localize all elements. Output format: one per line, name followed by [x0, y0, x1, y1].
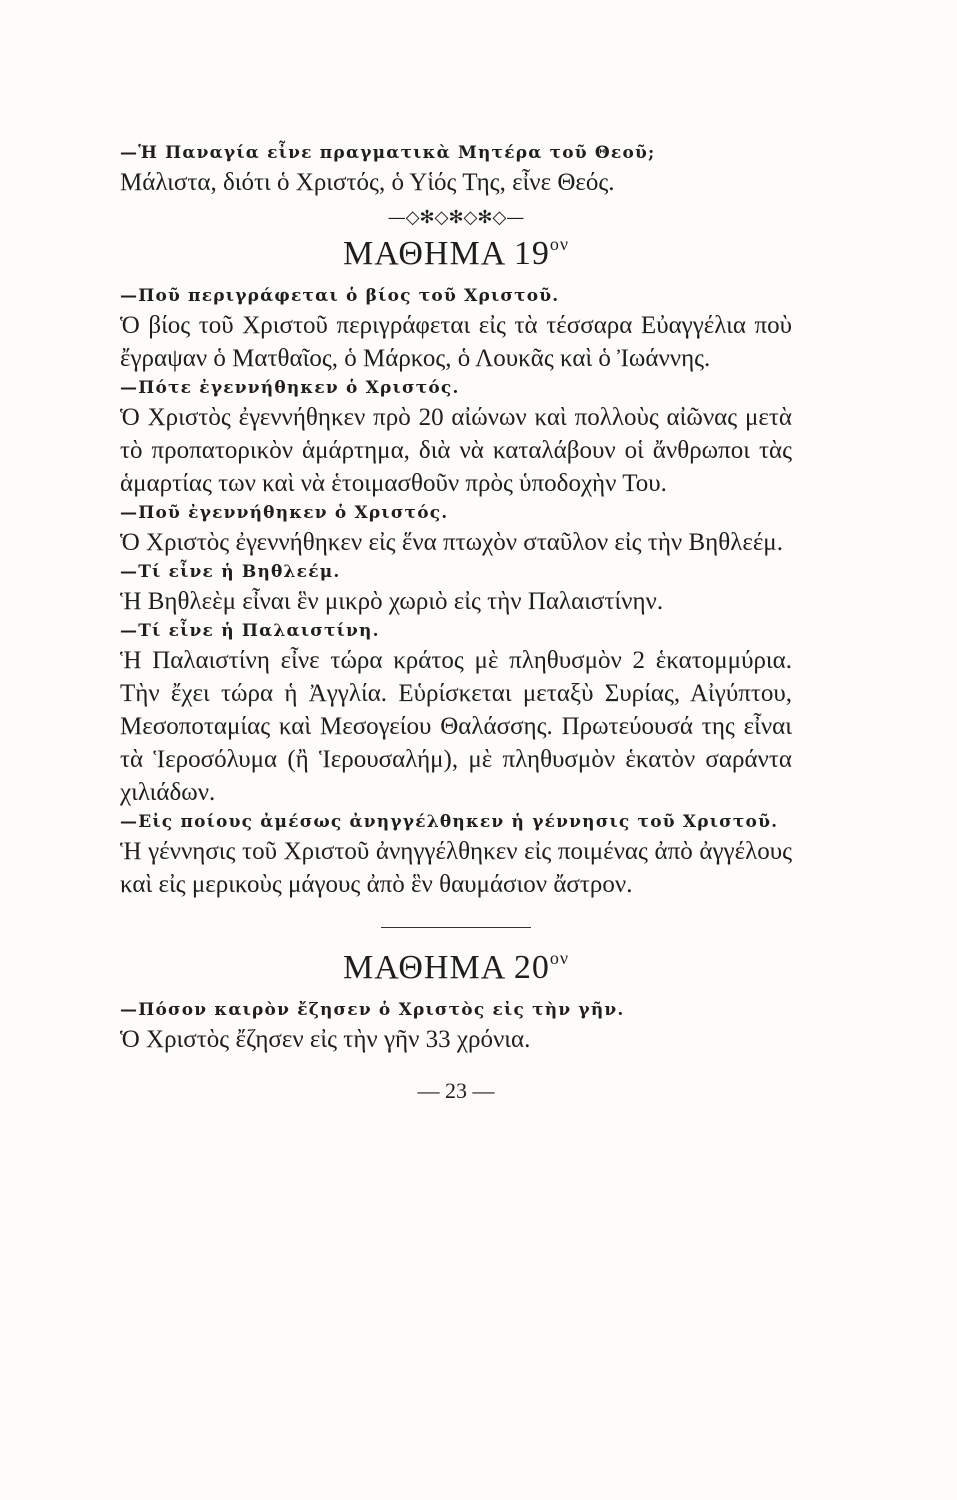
question: —Ποῦ ἐγεννήθηκεν ὁ Χριστός.: [120, 503, 449, 523]
answer: Ὁ Χριστὸς ἐγεννήθηκεν πρὸ 20 αἰώνων καὶ πολλοὺς αἰῶνας μετὰ τὸ προπατορικὸν ἁμάρτημα, διὰ νὰ καταλάβουν οἱ ἄνθρωποι τὰς ἁμαρτίας των καὶ νὰ ἑτοιμασθοῦν πρὸς ὑποδοχὴν Του.: [120, 404, 792, 497]
page-number: — 23 —: [417, 1078, 495, 1103]
lesson-title-text: ΜΑΘΗΜΑ 19: [342, 235, 550, 272]
lesson-title-text: ΜΑΘΗΜΑ 20: [342, 949, 550, 986]
question: —Πότε ἐγεννήθηκεν ὁ Χριστός.: [120, 378, 460, 398]
answer: Ὁ Χριστὸς ἔζησεν εἰς τὴν γῆν 33 χρόνια.: [120, 1026, 531, 1053]
question: —Ἡ Παναγία εἶνε πραγματικὰ Μητέρα τοῦ Θεοῦ;: [120, 143, 656, 163]
answer: Ἡ Βηθλεὲμ εἶναι ἓν μικρὸ χωριὸ εἰς τὴν Παλαιστίνην.: [120, 588, 664, 615]
answer: Ὁ βίος τοῦ Χριστοῦ περιγράφεται εἰς τὰ τέσσαρα Εὐαγγέλια ποὺ ἔγραψαν ὁ Ματθαῖος, ὁ Μάρκος, ὁ Λουκᾶς καὶ ὁ Ἰωάννης.: [120, 312, 792, 372]
question: —Τί εἶνε ἡ Παλαιστίνη.: [120, 621, 380, 641]
answer: Μάλιστα, διότι ὁ Χριστός, ὁ Υἱός Της, εἶνε Θεός.: [120, 169, 615, 196]
lesson-title: [120, 948, 792, 987]
lesson-title: [120, 234, 792, 273]
question: —Ποῦ περιγράφεται ὁ βίος τοῦ Χριστοῦ.: [120, 286, 560, 306]
ornament-divider: —◇✻◇✻◇✻◇—: [387, 207, 525, 228]
book-page: [120, 140, 792, 1104]
question: —Εἰς ποίους ἀμέσως ἀνηγγέλθηκεν ἡ γέννησις τοῦ Χριστοῦ.: [120, 812, 779, 832]
answer: Ὁ Χριστὸς ἐγεννήθηκεν εἰς ἕνα πτωχὸν σταῦλον εἰς τὴν Βηθλεέμ.: [120, 529, 783, 556]
lesson-ordinal-suffix: ον: [549, 234, 570, 254]
section-rule: [381, 927, 531, 928]
lesson-ordinal-suffix: ον: [549, 948, 570, 968]
question: —Τί εἶνε ἡ Βηθλεέμ.: [120, 562, 341, 582]
question: —Πόσον καιρὸν ἔζησεν ὁ Χριστὸς εἰς τὴν γῆν.: [120, 1000, 625, 1020]
answer: Ἡ Παλαιστίνη εἶνε τώρα κράτος μὲ πληθυσμὸν 2 ἑκατομμύρια. Τὴν ἔχει τώρα ἡ Ἀγγλία. Εὑρίσκεται μεταξὺ Συρίας, Αἰγύπτου, Μεσοποταμίας καὶ Μεσογείου Θαλάσσης. Πρωτεύουσά της εἶναι τὰ Ἱεροσόλυμα (ἢ Ἱερουσαλήμ), μὲ πληθυσμὸν ἑκατὸν σαράντα χιλιάδων.: [120, 647, 792, 806]
answer: Ἡ γέννησις τοῦ Χριστοῦ ἀνηγγέλθηκεν εἰς ποιμένας ἀπὸ ἀγγέλους καὶ εἰς μερικοὺς μάγους ἀπὸ ἓν θαυμάσιον ἄστρον.: [120, 838, 792, 898]
